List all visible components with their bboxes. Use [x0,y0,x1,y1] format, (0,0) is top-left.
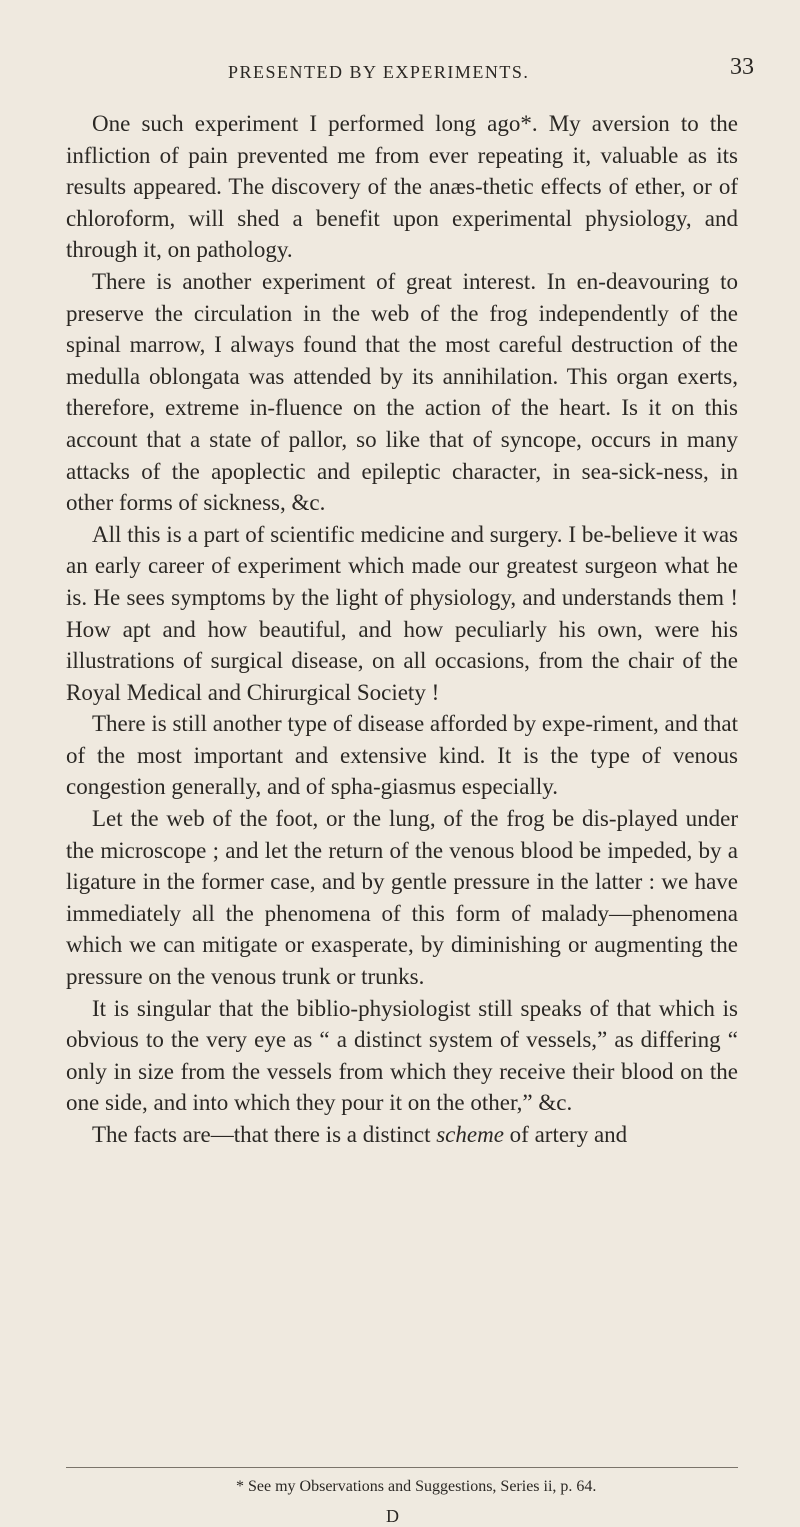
paragraph [66,993,738,1119]
body-text [66,108,738,1151]
paragraph-text: of artery and [503,1122,628,1147]
running-head [0,54,800,90]
paragraph [66,108,738,266]
paragraph-text: There is another experiment of great interest. In en-deavouring to preserve the circulation in the web of the frog independently of the spinal marrow, I always found that the most careful destruction of the medulla oblongata was attended by its annihilation. This organ exerts, therefore, extreme in-fluence on the action of the heart. Is it on this account that a state of pallor, so like that of syncope, occurs in many attacks of the apoplectic and epileptic character, in sea-sick-ness, in other forms of sickness, &c. [66,268,738,516]
paragraph [66,708,738,803]
running-title: PRESENTED BY EXPERIMENTS. [228,62,530,82]
italic-word: scheme [436,1122,504,1147]
paragraph-text: The facts are—that there is a distinct [92,1122,437,1147]
paragraph-text: There is still another type of disease afforded by expe-riment, and that of the most important and extensive kind. It is the type of venous congestion generally, and of spha-giasmus especially. [66,711,738,800]
footnote: * See my Observations and Suggestions, Series ii, p. 64. [236,1478,597,1495]
paragraph-text: One such experiment I performed long ago*. My aversion to the infliction of pain prevented me from ever repeating it, valuable as its results appeared. The discovery of the anæs-thetic effects of ether, or of chloroform, will shed a benefit upon experimental physiology, and through it, on pathology. [66,111,738,263]
paragraph [66,1119,738,1151]
paragraph [66,803,738,993]
paragraph-text: All this is a part of scientific medicine and surgery. I be-believe it was an early career of experiment which made our greatest surgeon what he is. He sees symptoms by the light of physiology, and understands them ! How apt and how beautiful, and how peculiarly his own, were his illustrations of surgical disease, on all occasions, from the chair of the Royal Medical and Chirurgical Society ! [66,521,738,705]
footnote-rule [66,1467,738,1468]
page-number: 33 [730,54,754,80]
signature-mark: D [386,1506,399,1526]
paragraph-text: It is singular that the biblio-physiologist still speaks of that which is obvious to the very eye as “ a distinct system of vessels,” as differing “ only in size from the vessels from which they receive their blood on the one side, and into which they pour it on the other,” &c. [66,995,738,1116]
paragraph [66,519,738,709]
paragraph [66,266,738,519]
paragraph-text: Let the web of the foot, or the lung, of the frog be dis-played under the microscope ; and let the return of the venous blood be impeded, by a ligature in the former case, and by gentle pressure in the latter : we have immediately all the phenomena of this form of malady—phenomena which we can mitigate or exasperate, by diminishing or augmenting the pressure on the venous trunk or trunks. [66,806,738,990]
